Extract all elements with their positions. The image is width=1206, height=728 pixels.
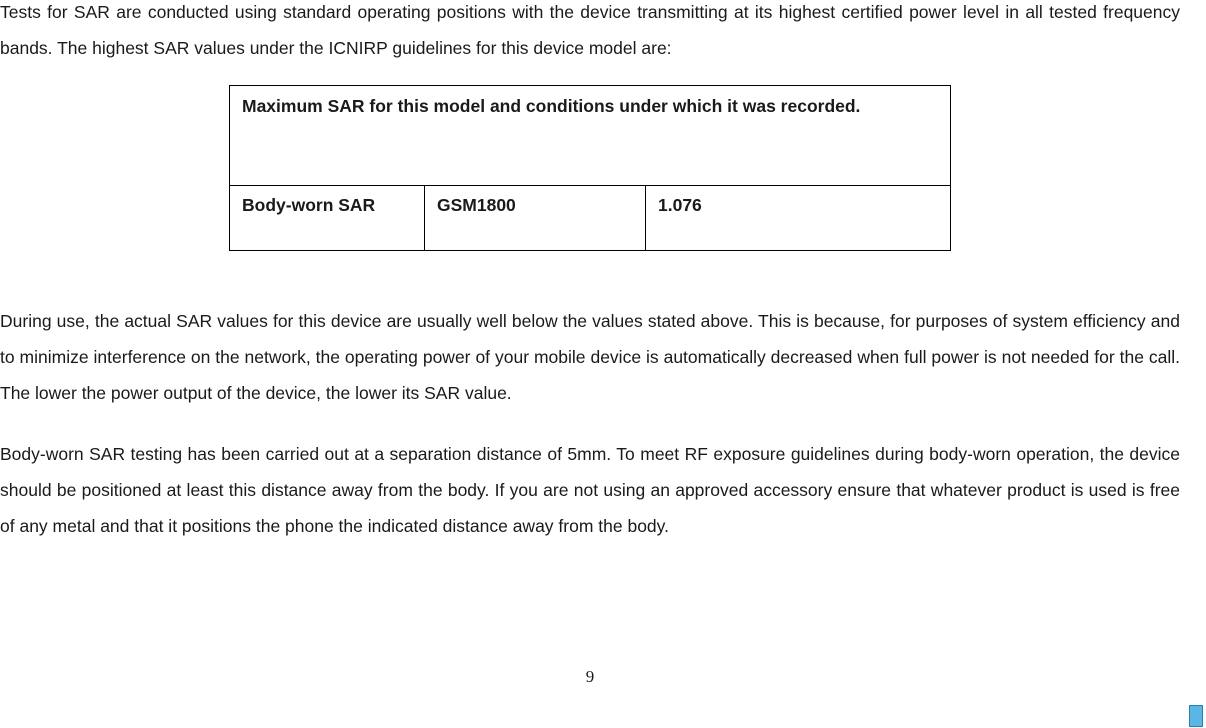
sar-table-header-row — [230, 86, 951, 186]
table-row — [230, 186, 951, 251]
sar-type-cell: Body-worn SAR — [230, 186, 425, 251]
intro-paragraph: Tests for SAR are conducted using standard operating positions with the device transmitting at its highest certified power level in all tested frequency bands. The highest SAR values under the ICNIRP guidelines for this device model are: — [0, 2, 1180, 58]
during-use-paragraph: During use, the actual SAR values for this device are usually well below the values stated above. This is because, for purposes of system efficiency and to minimize interference on the network, the operating power of your mobile device is automatically decreased when full power is not needed for the call. The lower the power output of the device, the lower its SAR value. — [0, 311, 1180, 403]
corner-widget[interactable] — [1189, 705, 1203, 727]
page-number: 9 — [585, 667, 595, 686]
sar-table — [229, 85, 951, 251]
sar-table-title: Maximum SAR for this model and conditions under which it was recorded. — [230, 86, 951, 186]
frequency-band-cell: GSM1800 — [425, 186, 646, 251]
body-worn-paragraph: Body-worn SAR testing has been carried out at a separation distance of 5mm. To meet RF exposure guidelines during body-worn operation, the device should be positioned at least this distance away from the body. If you are not using an approved accessory ensure that whatever product is used is free of any metal and that it positions the phone the indicated distance away from the body. — [0, 444, 1180, 536]
sar-value-cell: 1.076 — [646, 186, 951, 251]
